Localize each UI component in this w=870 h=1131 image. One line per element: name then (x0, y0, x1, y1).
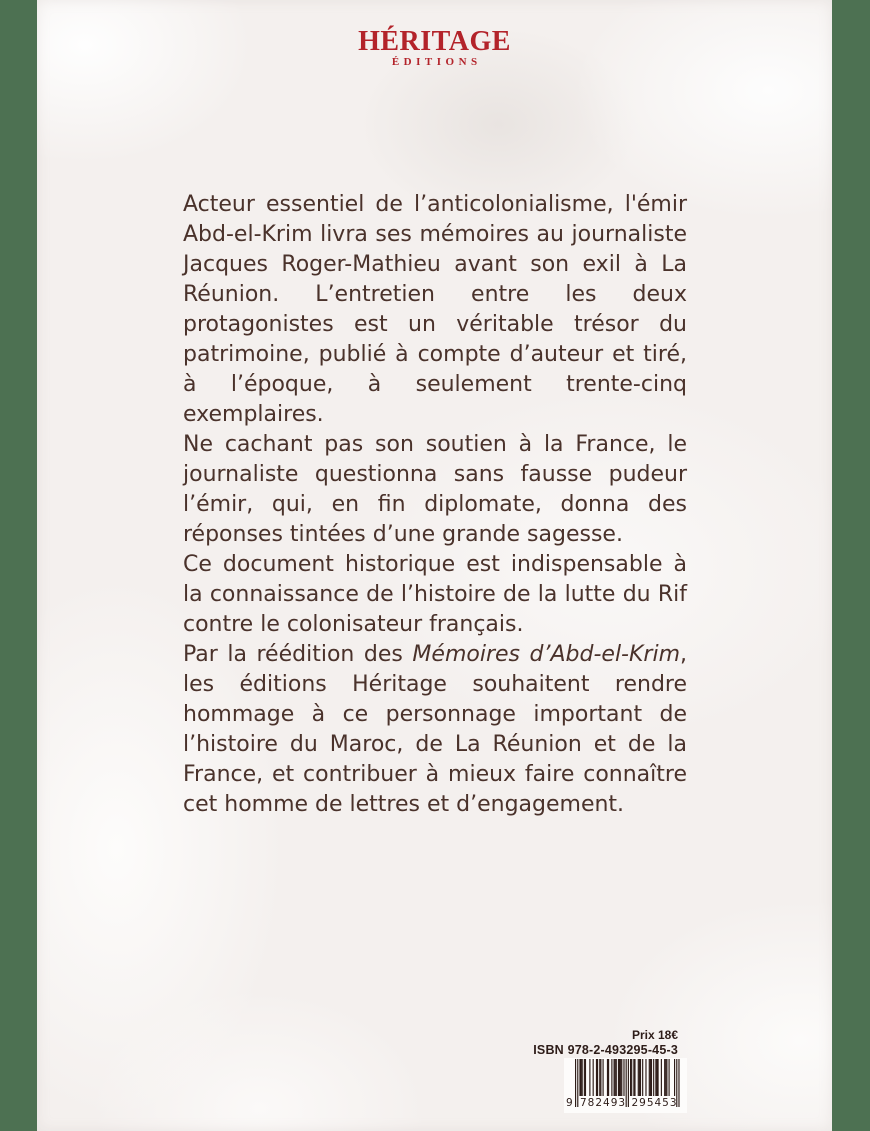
back-cover (37, 0, 832, 1131)
publisher-logo (37, 27, 832, 68)
price-label: Prix 18€ (631, 1028, 678, 1042)
back-cover-text (183, 190, 687, 820)
paragraph: Ce document historique est indispensable à la connaissance de l’histoire de la lutte du Rif contre le colonisateur français. (183, 552, 687, 637)
isbn-label: ISBN 978-2-493295-45-3 (533, 1043, 678, 1057)
paragraph: Acteur essentiel de l’anticolonialisme, l'émir Abd-el-Krim livra ses mémoires au journaliste Jacques Roger-Mathieu avant son exil à La Réunion. L’entretien entre les deux protagonistes est un véritable trésor du patrimoine, publié à compte d’auteur et tiré, à l’époque, à seulement trente-cinq exemplaires. (183, 192, 687, 427)
barcode-digit-group: 295453 (631, 1097, 678, 1109)
publisher-subtitle: ÉDITIONS (391, 56, 482, 69)
barcode-digit-group: 782493 (580, 1097, 627, 1109)
paragraph: Ne cachant pas son soutien à la France, le journaliste questionna sans fausse pudeur l’émir, qui, en fin diplomate, donna des réponses tintées d’une grande sagesse. (183, 432, 687, 547)
barcode-digit-group: 9 (566, 1097, 574, 1109)
publisher-name: HÉRITAGE (358, 26, 511, 57)
price-block (533, 1028, 678, 1058)
paragraph: Par la réédition des Mémoires d’Abd-el-Krim, les éditions Héritage souhaitent rendre hommage à ce personnage important de l’histoire du Maroc, de La Réunion et de la France, et contribuer à mieux faire connaître cet homme de lettres et d’engagement. (183, 642, 688, 817)
barcode (564, 1058, 687, 1113)
